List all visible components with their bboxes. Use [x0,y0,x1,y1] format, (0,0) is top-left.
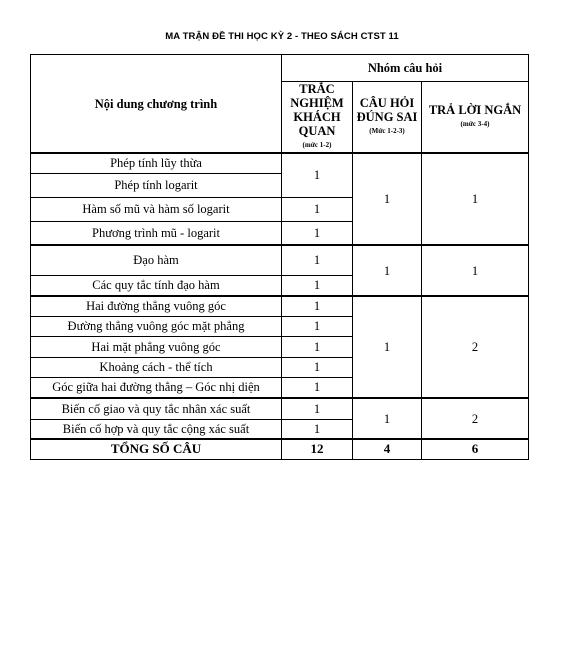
table-row [31,296,529,316]
mcq-count-cell: 1 [282,221,353,245]
mcq-count-cell: 1 [282,419,353,439]
mcq-count-cell: 1 [282,245,353,275]
topic-cell: Khoảng cách - thể tích [31,357,282,377]
mcq-count-cell: 1 [282,197,353,221]
true-false-column-header [353,82,422,154]
total-mcq: 12 [282,439,353,459]
topic-cell: Hai mặt phẳng vuông góc [31,336,282,357]
topic-cell: Hàm số mũ và hàm số logarit [31,197,282,221]
topic-cell: Biến cố giao và quy tắc nhân xác suất [31,398,282,419]
mcq-count-cell: 1 [282,316,353,336]
true-false-count-cell: 1 [353,296,422,398]
mcq-column-header [282,82,353,154]
topic-cell: Phương trình mũ - logarit [31,221,282,245]
mcq-count-cell: 1 [282,377,353,398]
mcq-column-label: TRẮC NGHIỆM KHÁCH QUAN [290,82,344,138]
mcq-count-cell: 1 [282,296,353,316]
mcq-count-cell: 1 [282,275,353,296]
content-header: Nội dung chương trình [31,55,282,154]
mcq-count-cell: 1 [282,336,353,357]
question-group-header: Nhóm câu hỏi [282,55,529,82]
mcq-count-cell: 1 [282,153,353,197]
topic-cell: Hai đường thẳng vuông góc [31,296,282,316]
true-false-count-cell: 1 [353,245,422,296]
topic-cell: Góc giữa hai đường thẳng – Góc nhị diện [31,377,282,398]
table-row [31,245,529,275]
table-row [31,153,529,173]
topic-cell: Biến cố hợp và quy tắc cộng xác suất [31,419,282,439]
mcq-column-note: (mức 1-2) [302,141,332,149]
short-answer-column-header [422,82,529,154]
topic-cell: Đạo hàm [31,245,282,275]
short-answer-count-cell: 2 [422,296,529,398]
mcq-count-cell: 1 [282,357,353,377]
total-label: TỔNG SỐ CÂU [31,439,282,459]
header-row [31,55,529,82]
total-true-false: 4 [353,439,422,459]
short-answer-count-cell: 2 [422,398,529,439]
topic-cell: Đường thẳng vuông góc mặt phẳng [31,316,282,336]
true-false-column-note: (Mức 1-2-3) [369,127,405,135]
total-row [31,439,529,459]
table-row [31,398,529,419]
short-answer-column-label: TRẢ LỜI NGẮN [428,103,522,117]
true-false-count-cell: 1 [353,153,422,245]
short-answer-count-cell: 1 [422,153,529,245]
true-false-count-cell: 1 [353,398,422,439]
short-answer-column-note: (mức 3-4) [460,120,490,128]
true-false-column-label: CÂU HỎI ĐÚNG SAI [356,96,418,124]
document-title: MA TRẬN ĐỀ THI HỌC KỲ 2 - THEO SÁCH CTST 11 [165,31,399,42]
exam-matrix-table [30,54,529,460]
short-answer-count-cell: 1 [422,245,529,296]
mcq-count-cell: 1 [282,398,353,419]
topic-cell: Phép tính lũy thừa [31,153,282,173]
total-short-answer: 6 [422,439,529,459]
topic-cell: Phép tính logarit [31,173,282,197]
topic-cell: Các quy tắc tính đạo hàm [31,275,282,296]
